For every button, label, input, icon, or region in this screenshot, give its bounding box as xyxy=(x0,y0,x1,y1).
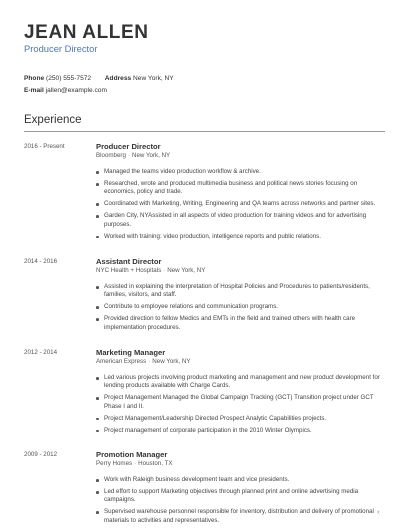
job-bullets xyxy=(96,283,384,336)
job-bullet: Coordinated with Marketing, Writing, Engineering and QA teams across networks and partner sites. xyxy=(96,200,384,208)
job-bullets xyxy=(96,476,384,529)
job-bullet: Work with Raleigh business development team and vice presidents. xyxy=(96,476,384,484)
job-role: Marketing Manager xyxy=(96,348,166,357)
job-bullet: Supervised warehouse personnel responsible for inventory, distribution and delivery of promotional materials to activities and representatives. xyxy=(96,508,384,525)
job-org xyxy=(96,460,172,467)
job-dates: 2016 - Present xyxy=(24,143,65,150)
contact-line-2 xyxy=(24,87,107,94)
email-value: jallen@example.com xyxy=(45,87,107,94)
contact-line-1 xyxy=(24,75,174,82)
job-dates: 2014 - 2016 xyxy=(24,258,58,265)
experience-heading: Experience xyxy=(24,114,82,126)
job-bullet: Worked with training: video production, intelligence reports and public relations. xyxy=(96,233,384,241)
candidate-name: JEAN ALLEN xyxy=(24,22,149,43)
separator: · xyxy=(148,358,151,365)
job-bullet: Project Management/Leadership Directed Prospect Analytic Capabilities projects. xyxy=(96,415,384,423)
job-role: Promotion Manager xyxy=(96,450,168,459)
job-bullet: Managed the teams video production workflow & archive. xyxy=(96,168,384,176)
address-label: Address xyxy=(104,75,132,82)
job-bullets xyxy=(96,374,384,439)
chevron-right-icon[interactable]: › xyxy=(377,509,380,516)
job-bullet: Project Management Managed the Global Campaign Tracking (GCT) Transition project under GCT Phase I and II. xyxy=(96,394,384,411)
job-bullet: Garden City, NYAssisted in all aspects of video production for training videos and for advertising purposes. xyxy=(96,212,384,229)
job-org xyxy=(96,358,190,365)
email-label: E-mail xyxy=(24,87,44,94)
candidate-title: Producer Director xyxy=(24,43,98,54)
phone-label: Phone xyxy=(24,75,45,82)
job-bullet: Led effort to support Marketing objectives through planned print and online advertising media campaigns. xyxy=(96,488,384,505)
job-company: Perry Homes xyxy=(96,460,133,467)
separator: · xyxy=(134,460,137,467)
job-role: Producer Director xyxy=(96,142,161,151)
job-dates: 2009 - 2012 xyxy=(24,451,58,458)
separator: · xyxy=(163,267,166,274)
job-bullets xyxy=(96,168,384,245)
job-bullet: Led various projects involving product marketing and management and new product development for lending products available with Charge Cards. xyxy=(96,374,384,391)
address-value: New York, NY xyxy=(133,75,174,82)
job-bullet: Contribute to employee relations and communication programs. xyxy=(96,303,384,311)
job-bullet: Assisted in explaining the interpretation of Hospital Policies and Procedures to patients/residents, families, visitors, and staff. xyxy=(96,283,384,300)
job-company: American Express xyxy=(96,358,147,365)
separator: · xyxy=(127,152,130,159)
job-company: Bloomberg xyxy=(96,152,126,159)
section-divider xyxy=(24,131,385,132)
job-dates: 2012 - 2014 xyxy=(24,349,58,356)
job-location: New York, NY xyxy=(167,267,206,274)
job-org xyxy=(96,152,170,159)
phone-value: (250) 555-7572 xyxy=(46,75,92,82)
job-bullet: Project management of corporate participation in the 2010 Winter Olympics. xyxy=(96,427,384,435)
job-location: New York, NY xyxy=(152,358,191,365)
job-company: NYC Health + Hospitals xyxy=(96,267,162,274)
job-bullet: Provided direction to fellow Medics and EMTs in the field and trained others with health care implementation procedures. xyxy=(96,315,384,332)
job-bullet: Researched, wrote and produced multimedia business and political news stories focusing on economics, policy and trade. xyxy=(96,180,384,197)
job-location: New York, NY xyxy=(132,152,171,159)
job-org xyxy=(96,267,205,274)
job-role: Assistant Director xyxy=(96,257,162,266)
job-location: Houston, TX xyxy=(138,460,173,467)
